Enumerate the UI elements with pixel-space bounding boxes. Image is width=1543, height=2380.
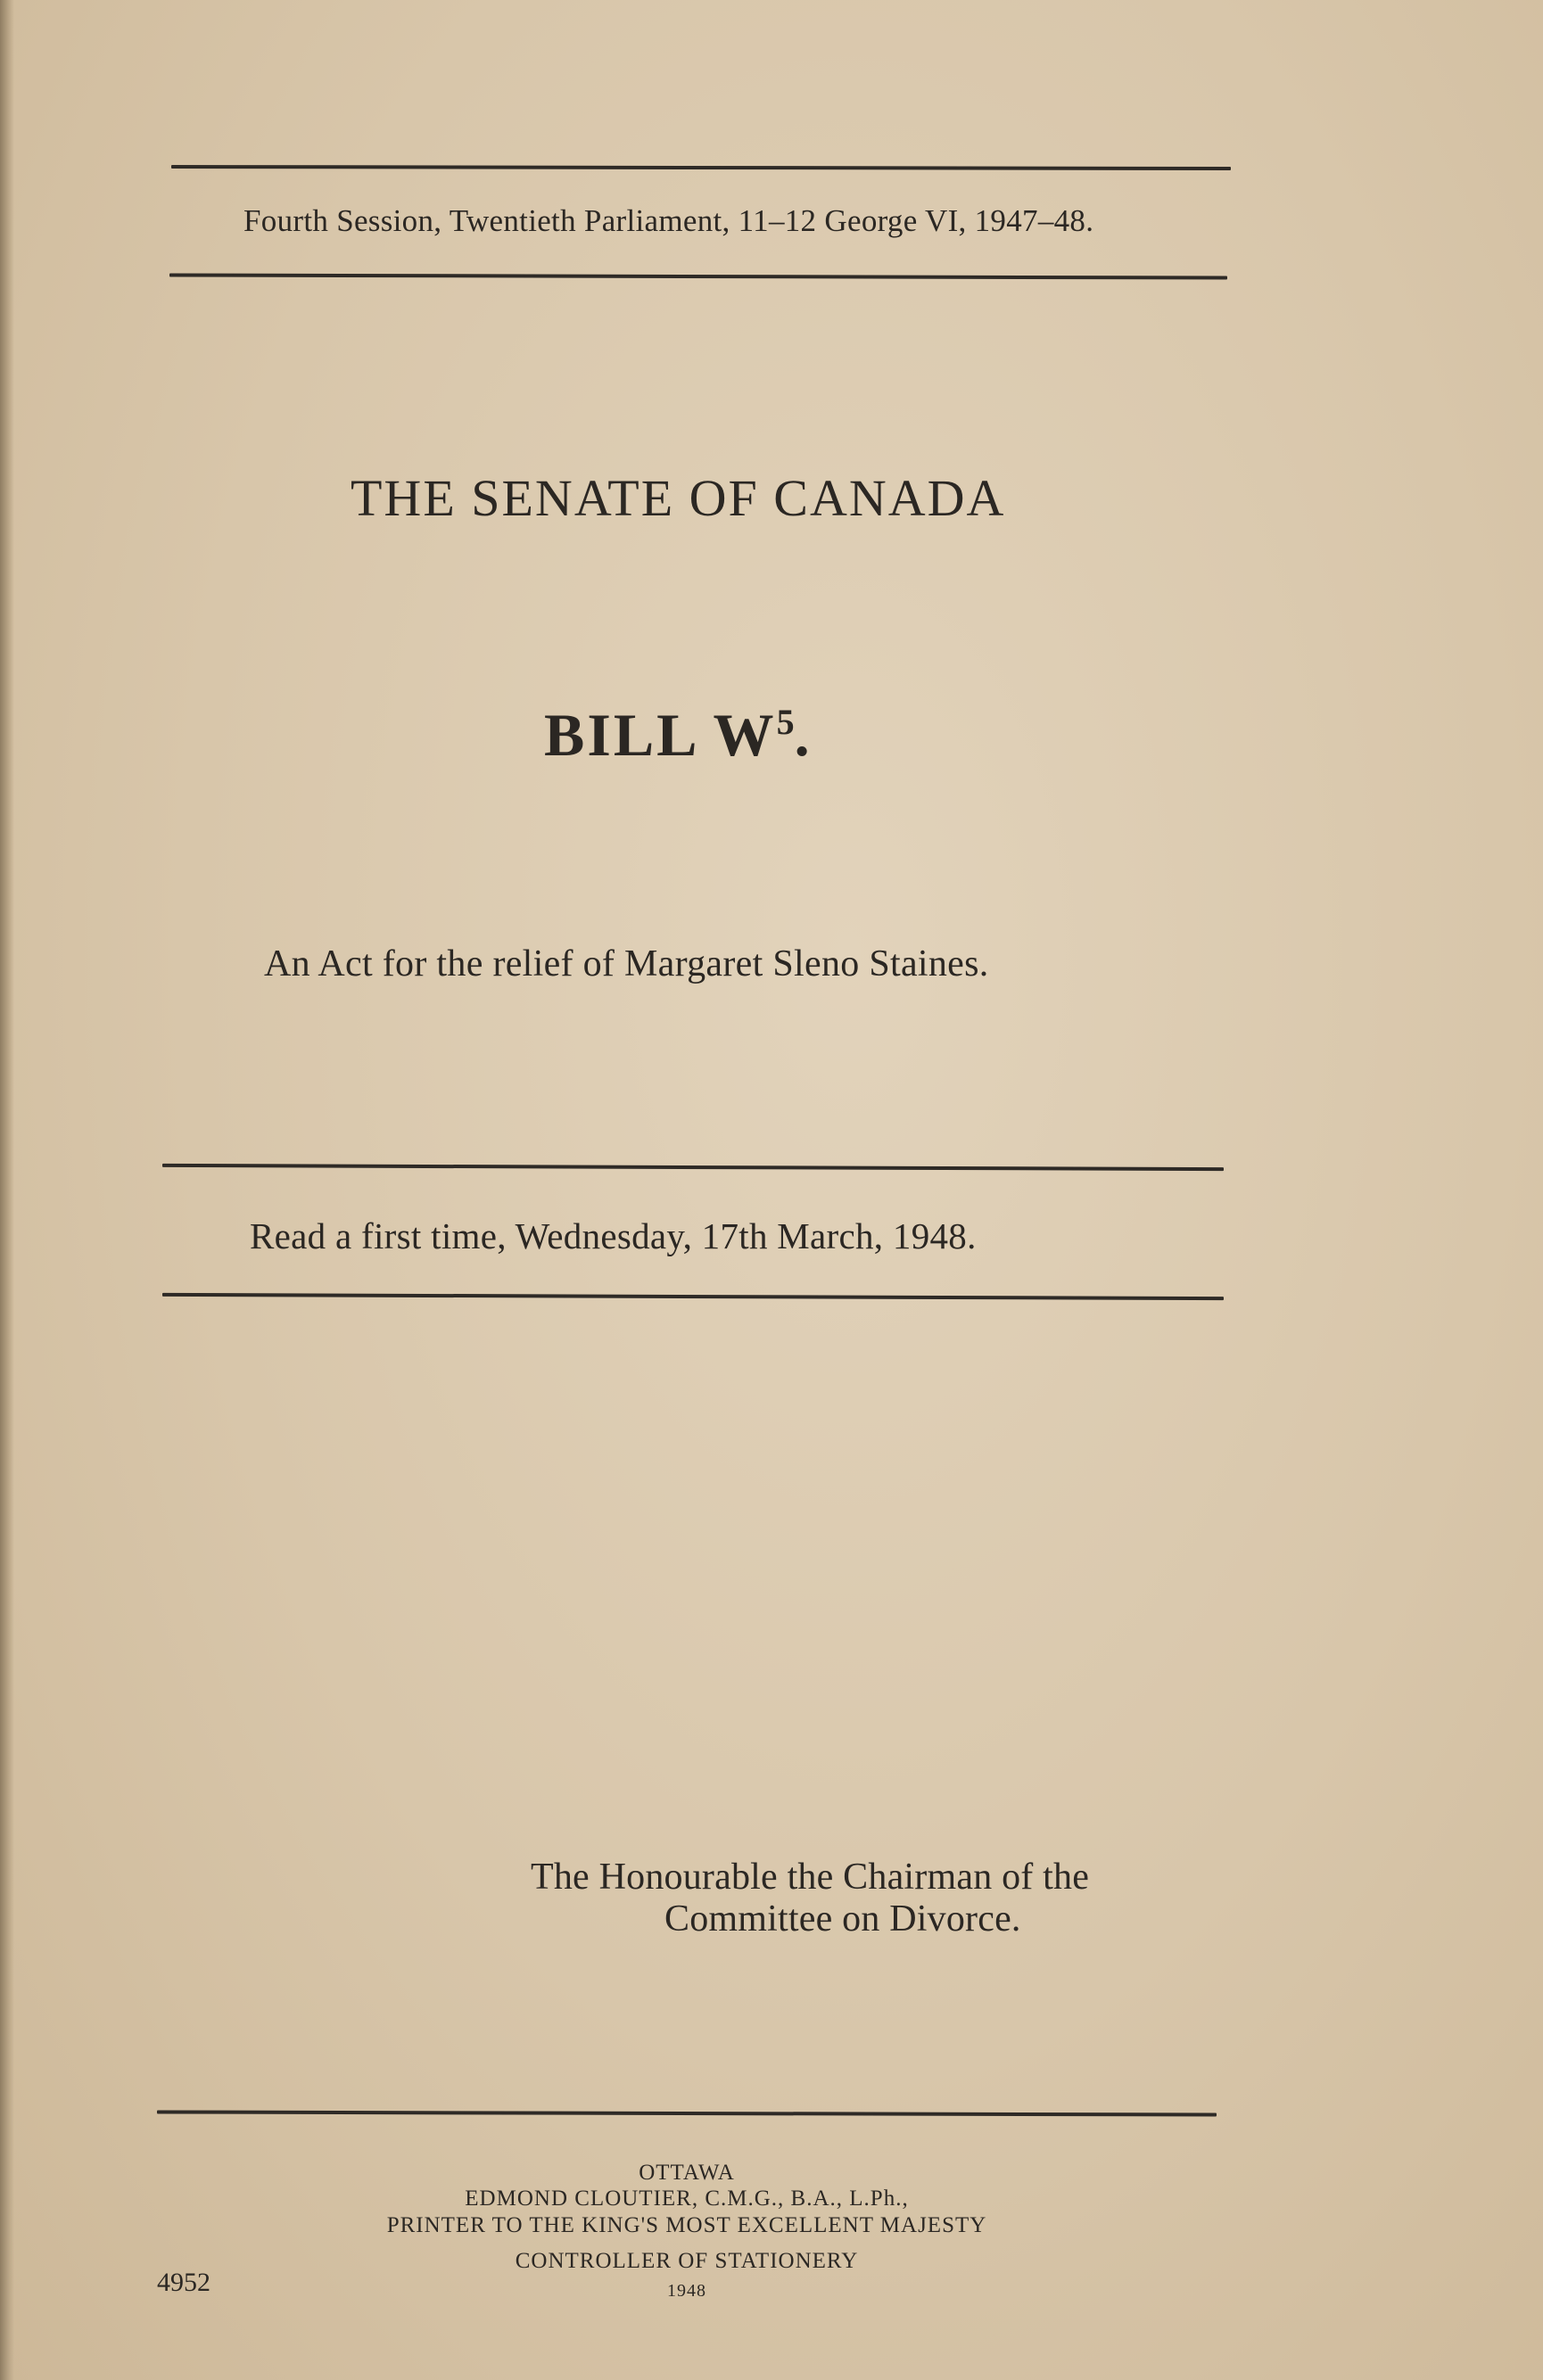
sponsor-line-1: The Honourable the Chairman of the — [531, 1857, 1090, 1898]
sponsor-line-2: Committee on Divorce. — [664, 1898, 1021, 1939]
act-description: An Act for the relief of Margaret Sleno Staines. — [264, 943, 989, 984]
bill-prefix: BILL W — [544, 701, 777, 769]
bill-superscript: 5 — [776, 702, 795, 742]
reading-top-rule — [162, 1164, 1224, 1171]
imprint-printer-title: PRINTER TO THE KING'S MOST EXCELLENT MAJESTY — [386, 2213, 987, 2237]
first-reading-line: Read a first time, Wednesday, 17th March, 1948. — [250, 1215, 977, 1256]
imprint-top-rule — [157, 2110, 1217, 2116]
header-bottom-rule — [169, 273, 1227, 279]
bill-suffix: . — [794, 701, 813, 769]
imprint-printer: EDMOND CLOUTIER, C.M.G., B.A., L.Ph., — [465, 2186, 909, 2211]
imprint-office: CONTROLLER OF STATIONERY — [515, 2249, 859, 2273]
reading-bottom-rule — [162, 1293, 1224, 1300]
imprint-year: 1948 — [667, 2281, 706, 2301]
page-spine-edge — [0, 0, 14, 2380]
session-line: Fourth Session, Twentieth Parliament, 11–12 George VI, 1947–48. — [243, 203, 1094, 238]
header-top-rule — [171, 165, 1231, 170]
chamber-title: THE SENATE OF CANADA — [351, 469, 1006, 527]
bill-number — [544, 700, 813, 770]
document-number: 4952 — [157, 2268, 210, 2297]
imprint-city: OTTAWA — [639, 2161, 735, 2185]
